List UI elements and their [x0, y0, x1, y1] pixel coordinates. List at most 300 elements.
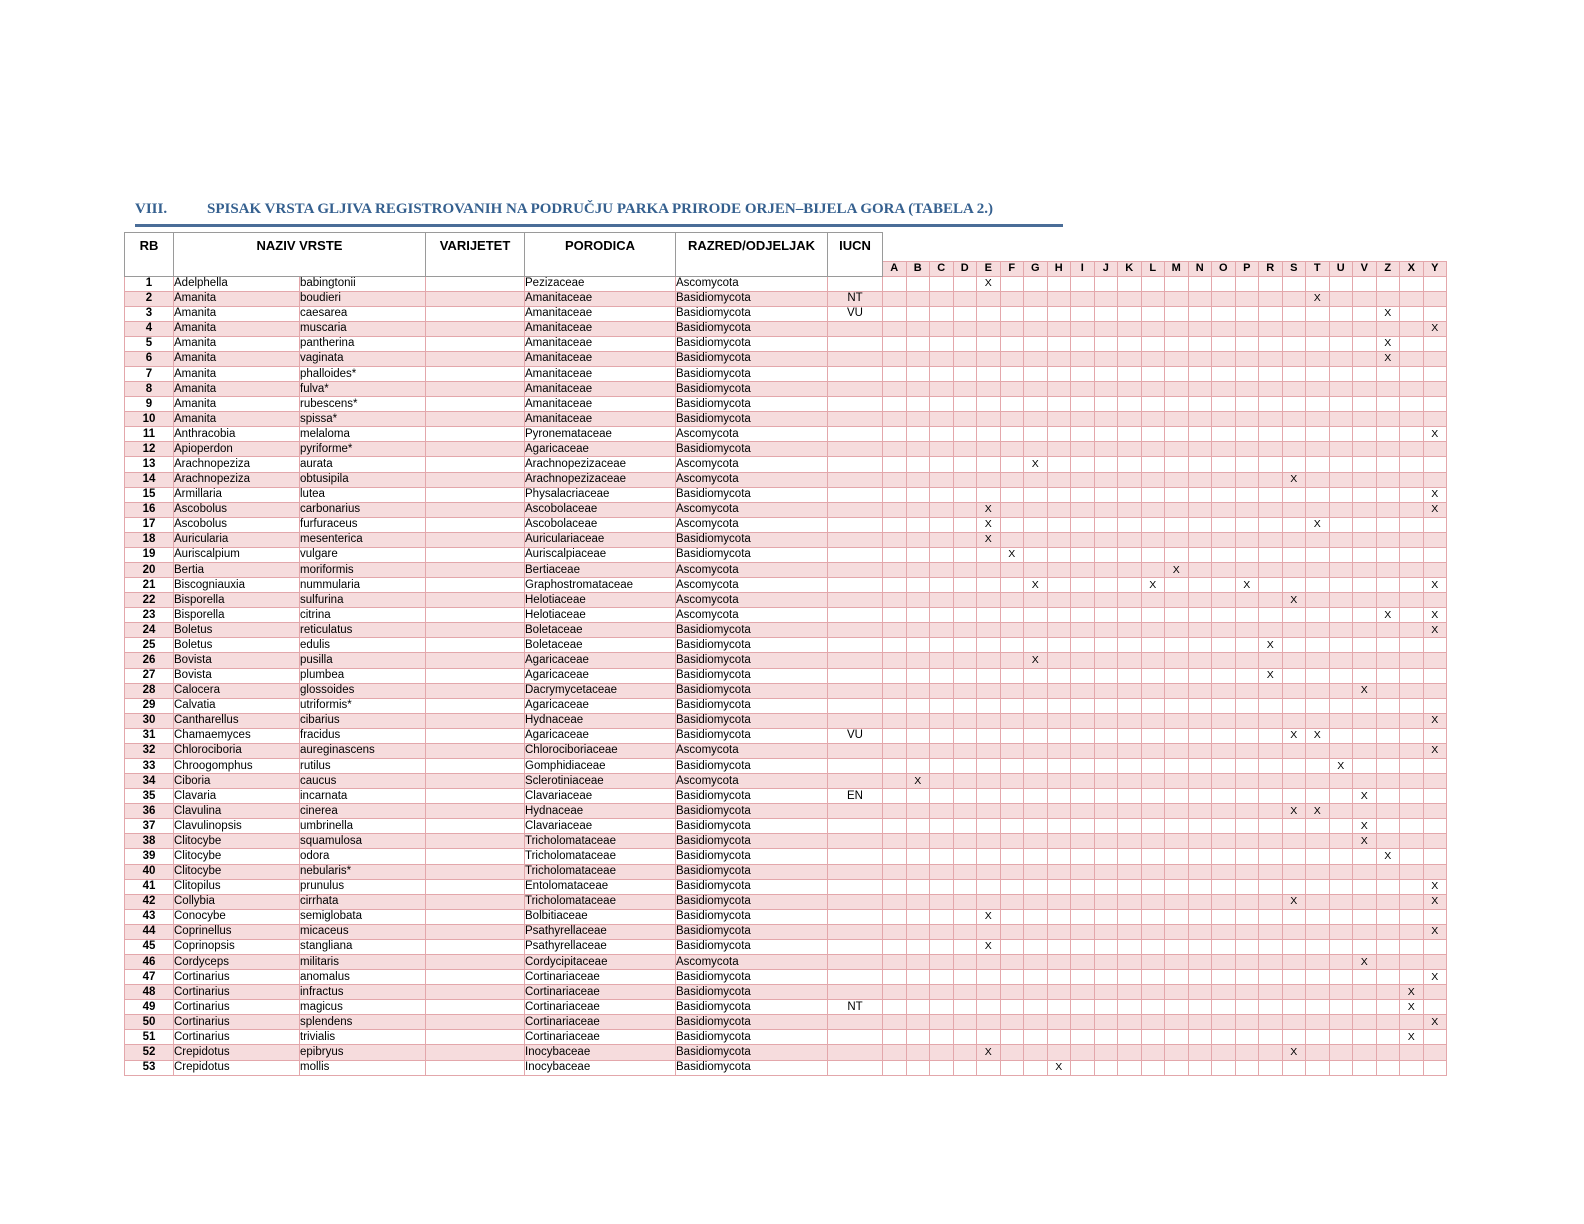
cell-location-p: [1235, 366, 1259, 381]
cell-location-r: [1259, 819, 1283, 834]
cell-location-m: [1165, 623, 1189, 638]
cell-location-l: [1141, 849, 1165, 864]
cell-location-a: [883, 457, 907, 472]
cell-location-l: [1141, 336, 1165, 351]
cell-location-b: [906, 668, 930, 683]
table-row: [125, 1030, 1447, 1045]
cell-location-g: [1024, 789, 1048, 804]
cell-location-h: [1047, 562, 1071, 577]
header-location-e: E: [977, 261, 1001, 276]
table-row: [125, 472, 1447, 487]
cell-location-l: [1141, 276, 1165, 291]
cell-division: Basidiomycota: [676, 1060, 828, 1075]
cell-location-b: [906, 457, 930, 472]
cell-location-v: [1353, 1015, 1377, 1030]
cell-location-g: [1024, 970, 1048, 985]
cell-location-c: [930, 306, 954, 321]
cell-location-p: [1235, 1060, 1259, 1075]
cell-location-s: [1282, 970, 1306, 985]
cell-location-l: [1141, 894, 1165, 909]
cell-variety: [426, 562, 525, 577]
cell-location-p: [1235, 653, 1259, 668]
cell-rb: 47: [125, 970, 174, 985]
cell-family: Amanitaceae: [525, 366, 676, 381]
cell-location-l: [1141, 909, 1165, 924]
cell-location-g: [1024, 593, 1048, 608]
table-row: [125, 939, 1447, 954]
cell-location-z: [1376, 743, 1400, 758]
cell-location-d: [953, 985, 977, 1000]
cell-location-n: [1188, 759, 1212, 774]
cell-location-g: [1024, 638, 1048, 653]
cell-location-a: [883, 834, 907, 849]
cell-location-e: [977, 1030, 1001, 1045]
header-naziv-vrste: NAZIV VRSTE: [174, 233, 426, 277]
cell-location-d: [953, 713, 977, 728]
cell-location-o: [1212, 743, 1236, 758]
cell-division: Ascomycota: [676, 774, 828, 789]
cell-location-s: [1282, 487, 1306, 502]
cell-location-n: [1188, 985, 1212, 1000]
cell-location-k: [1118, 819, 1142, 834]
cell-variety: [426, 789, 525, 804]
cell-genus: Amanita: [174, 382, 300, 397]
cell-location-r: [1259, 276, 1283, 291]
cell-location-i: [1071, 638, 1095, 653]
cell-location-y: [1423, 939, 1447, 954]
cell-location-s: [1282, 502, 1306, 517]
cell-location-l: [1141, 834, 1165, 849]
cell-genus: Anthracobia: [174, 427, 300, 442]
table-header: [125, 233, 1447, 277]
cell-location-o: [1212, 774, 1236, 789]
cell-location-h: [1047, 412, 1071, 427]
cell-location-v: [1353, 698, 1377, 713]
cell-location-r: [1259, 427, 1283, 442]
cell-location-s: [1282, 336, 1306, 351]
cell-location-t: [1306, 924, 1330, 939]
cell-location-c: [930, 276, 954, 291]
cell-location-t: [1306, 397, 1330, 412]
cell-location-z: [1376, 1060, 1400, 1075]
cell-iucn: [828, 668, 883, 683]
cell-location-e: [977, 1060, 1001, 1075]
cell-location-d: [953, 743, 977, 758]
cell-iucn: [828, 653, 883, 668]
cell-location-z: [1376, 819, 1400, 834]
cell-location-k: [1118, 412, 1142, 427]
header-location-r: R: [1259, 261, 1283, 276]
cell-location-o: [1212, 955, 1236, 970]
cell-species: citrina: [300, 608, 426, 623]
cell-location-d: [953, 502, 977, 517]
table-row: [125, 336, 1447, 351]
cell-location-v: [1353, 427, 1377, 442]
cell-location-o: [1212, 849, 1236, 864]
cell-location-v: [1353, 487, 1377, 502]
cell-location-a: [883, 713, 907, 728]
cell-location-g: [1024, 1015, 1048, 1030]
cell-location-c: [930, 713, 954, 728]
cell-location-a: [883, 864, 907, 879]
cell-species: muscaria: [300, 321, 426, 336]
cell-location-k: [1118, 291, 1142, 306]
cell-location-a: [883, 532, 907, 547]
cell-location-r: [1259, 306, 1283, 321]
cell-location-d: [953, 1060, 977, 1075]
cell-family: Clavariaceae: [525, 789, 676, 804]
cell-location-m: [1165, 291, 1189, 306]
cell-variety: [426, 351, 525, 366]
cell-location-l: [1141, 382, 1165, 397]
cell-location-v: [1353, 608, 1377, 623]
cell-genus: Bertia: [174, 562, 300, 577]
cell-rb: 53: [125, 1060, 174, 1075]
cell-location-k: [1118, 382, 1142, 397]
cell-iucn: [828, 321, 883, 336]
cell-location-n: [1188, 909, 1212, 924]
cell-location-n: [1188, 1000, 1212, 1015]
cell-location-d: [953, 879, 977, 894]
cell-location-j: [1094, 804, 1118, 819]
cell-location-g: [1024, 909, 1048, 924]
cell-iucn: [828, 457, 883, 472]
cell-location-k: [1118, 894, 1142, 909]
cell-location-p: [1235, 547, 1259, 562]
cell-location-j: [1094, 351, 1118, 366]
cell-location-l: [1141, 713, 1165, 728]
table-row: [125, 819, 1447, 834]
cell-location-l: [1141, 819, 1165, 834]
cell-location-h: [1047, 804, 1071, 819]
cell-iucn: VU: [828, 728, 883, 743]
cell-location-r: [1259, 698, 1283, 713]
cell-location-j: [1094, 532, 1118, 547]
cell-location-i: [1071, 1015, 1095, 1030]
cell-location-m: [1165, 487, 1189, 502]
cell-location-g: [1024, 668, 1048, 683]
cell-location-g: [1024, 472, 1048, 487]
cell-location-u: [1329, 819, 1353, 834]
cell-location-p: [1235, 608, 1259, 623]
cell-species: fracidus: [300, 728, 426, 743]
cell-division: Basidiomycota: [676, 864, 828, 879]
cell-location-b: [906, 834, 930, 849]
cell-family: Graphostromataceae: [525, 578, 676, 593]
cell-location-z: X: [1376, 336, 1400, 351]
cell-location-e: [977, 743, 1001, 758]
cell-location-y: [1423, 849, 1447, 864]
cell-location-g: [1024, 728, 1048, 743]
cell-location-s: [1282, 985, 1306, 1000]
cell-location-z: [1376, 955, 1400, 970]
cell-location-p: [1235, 743, 1259, 758]
cell-location-d: [953, 517, 977, 532]
cell-genus: Amanita: [174, 306, 300, 321]
cell-location-s: X: [1282, 728, 1306, 743]
cell-location-b: [906, 351, 930, 366]
cell-location-o: [1212, 909, 1236, 924]
cell-species: nebularis*: [300, 864, 426, 879]
cell-location-m: [1165, 894, 1189, 909]
cell-location-t: [1306, 864, 1330, 879]
cell-location-g: [1024, 442, 1048, 457]
cell-location-z: [1376, 623, 1400, 638]
cell-location-z: X: [1376, 351, 1400, 366]
cell-location-d: [953, 427, 977, 442]
cell-iucn: [828, 1060, 883, 1075]
cell-location-b: [906, 608, 930, 623]
cell-division: Basidiomycota: [676, 1030, 828, 1045]
table-row: [125, 879, 1447, 894]
cell-species: incarnata: [300, 789, 426, 804]
cell-location-k: [1118, 578, 1142, 593]
cell-location-x: [1400, 502, 1424, 517]
cell-location-t: [1306, 638, 1330, 653]
cell-location-e: [977, 487, 1001, 502]
cell-iucn: [828, 894, 883, 909]
cell-location-z: [1376, 1030, 1400, 1045]
cell-location-b: [906, 1060, 930, 1075]
cell-family: Arachnopezizaceae: [525, 472, 676, 487]
cell-location-m: [1165, 683, 1189, 698]
table-row: [125, 608, 1447, 623]
cell-location-s: [1282, 306, 1306, 321]
table-row: [125, 668, 1447, 683]
cell-location-m: [1165, 517, 1189, 532]
cell-location-m: [1165, 276, 1189, 291]
cell-location-y: [1423, 638, 1447, 653]
cell-iucn: [828, 985, 883, 1000]
cell-location-j: [1094, 276, 1118, 291]
cell-location-m: [1165, 547, 1189, 562]
cell-location-u: [1329, 517, 1353, 532]
cell-location-f: [1000, 653, 1024, 668]
cell-location-a: [883, 578, 907, 593]
cell-location-d: [953, 442, 977, 457]
cell-iucn: [828, 864, 883, 879]
cell-iucn: [828, 276, 883, 291]
header-razred: RAZRED/ODJELJAK: [676, 233, 828, 277]
cell-location-v: [1353, 502, 1377, 517]
cell-rb: 35: [125, 789, 174, 804]
cell-location-z: [1376, 1045, 1400, 1060]
cell-location-v: X: [1353, 955, 1377, 970]
cell-location-u: [1329, 427, 1353, 442]
cell-location-v: X: [1353, 834, 1377, 849]
cell-location-v: [1353, 743, 1377, 758]
cell-location-d: [953, 397, 977, 412]
cell-location-i: [1071, 517, 1095, 532]
cell-location-b: [906, 849, 930, 864]
cell-location-f: [1000, 487, 1024, 502]
cell-family: Amanitaceae: [525, 397, 676, 412]
cell-location-x: [1400, 321, 1424, 336]
cell-location-h: [1047, 1030, 1071, 1045]
cell-location-o: [1212, 894, 1236, 909]
cell-location-v: [1353, 939, 1377, 954]
cell-location-k: [1118, 1060, 1142, 1075]
cell-location-i: [1071, 864, 1095, 879]
cell-location-h: [1047, 909, 1071, 924]
cell-location-e: [977, 472, 1001, 487]
cell-location-b: [906, 623, 930, 638]
cell-location-o: [1212, 683, 1236, 698]
cell-location-g: [1024, 276, 1048, 291]
cell-division: Basidiomycota: [676, 442, 828, 457]
cell-location-f: [1000, 472, 1024, 487]
cell-location-s: [1282, 351, 1306, 366]
header-location-d: D: [953, 261, 977, 276]
cell-rb: 22: [125, 593, 174, 608]
cell-location-z: X: [1376, 608, 1400, 623]
cell-location-r: [1259, 879, 1283, 894]
cell-location-z: [1376, 653, 1400, 668]
cell-location-h: [1047, 638, 1071, 653]
cell-location-x: [1400, 939, 1424, 954]
cell-genus: Coprinellus: [174, 924, 300, 939]
cell-location-y: [1423, 276, 1447, 291]
table-row: [125, 638, 1447, 653]
cell-location-r: [1259, 939, 1283, 954]
cell-location-a: [883, 547, 907, 562]
cell-location-l: [1141, 774, 1165, 789]
cell-location-j: [1094, 1060, 1118, 1075]
cell-location-m: [1165, 1060, 1189, 1075]
cell-variety: [426, 487, 525, 502]
cell-location-c: [930, 653, 954, 668]
cell-location-x: [1400, 819, 1424, 834]
cell-location-k: [1118, 653, 1142, 668]
cell-location-x: [1400, 427, 1424, 442]
cell-location-a: [883, 909, 907, 924]
cell-location-s: [1282, 547, 1306, 562]
cell-location-z: [1376, 562, 1400, 577]
cell-family: Physalacriaceae: [525, 487, 676, 502]
cell-location-o: [1212, 759, 1236, 774]
cell-location-a: [883, 1045, 907, 1060]
cell-location-v: [1353, 759, 1377, 774]
cell-location-t: [1306, 351, 1330, 366]
cell-location-p: [1235, 1000, 1259, 1015]
cell-location-i: [1071, 608, 1095, 623]
table-row: [125, 517, 1447, 532]
cell-location-s: [1282, 276, 1306, 291]
cell-iucn: [828, 638, 883, 653]
cell-location-h: [1047, 985, 1071, 1000]
cell-rb: 49: [125, 1000, 174, 1015]
cell-location-f: [1000, 623, 1024, 638]
cell-species: carbonarius: [300, 502, 426, 517]
cell-species: odora: [300, 849, 426, 864]
cell-location-a: [883, 382, 907, 397]
cell-location-p: [1235, 306, 1259, 321]
cell-location-v: [1353, 638, 1377, 653]
cell-location-e: [977, 864, 1001, 879]
cell-location-s: [1282, 412, 1306, 427]
table-row: [125, 1015, 1447, 1030]
cell-location-x: [1400, 728, 1424, 743]
cell-family: Agaricaceae: [525, 653, 676, 668]
cell-location-o: [1212, 472, 1236, 487]
cell-location-h: [1047, 487, 1071, 502]
cell-location-b: [906, 276, 930, 291]
cell-location-v: [1353, 382, 1377, 397]
cell-location-v: [1353, 879, 1377, 894]
cell-species: vulgare: [300, 547, 426, 562]
cell-location-t: [1306, 276, 1330, 291]
cell-location-c: [930, 336, 954, 351]
header-location-j: J: [1094, 261, 1118, 276]
cell-location-r: [1259, 985, 1283, 1000]
cell-location-o: [1212, 698, 1236, 713]
cell-location-v: [1353, 668, 1377, 683]
cell-iucn: [828, 442, 883, 457]
cell-location-i: [1071, 713, 1095, 728]
cell-location-y: [1423, 593, 1447, 608]
cell-location-e: [977, 306, 1001, 321]
cell-location-f: [1000, 412, 1024, 427]
header-location-h: H: [1047, 261, 1071, 276]
cell-location-u: [1329, 955, 1353, 970]
cell-location-j: [1094, 668, 1118, 683]
cell-location-k: [1118, 593, 1142, 608]
table-row: [125, 427, 1447, 442]
cell-rb: 25: [125, 638, 174, 653]
cell-location-y: [1423, 774, 1447, 789]
cell-location-o: [1212, 502, 1236, 517]
cell-location-i: [1071, 834, 1095, 849]
cell-location-j: [1094, 683, 1118, 698]
cell-location-h: [1047, 366, 1071, 381]
cell-division: Basidiomycota: [676, 804, 828, 819]
cell-iucn: [828, 849, 883, 864]
cell-location-d: [953, 457, 977, 472]
cell-species: micaceus: [300, 924, 426, 939]
cell-location-v: [1353, 1000, 1377, 1015]
cell-location-h: [1047, 864, 1071, 879]
cell-location-e: [977, 985, 1001, 1000]
cell-location-n: [1188, 427, 1212, 442]
cell-location-d: [953, 774, 977, 789]
cell-location-e: [977, 1015, 1001, 1030]
cell-location-o: [1212, 608, 1236, 623]
cell-location-l: [1141, 1060, 1165, 1075]
cell-location-i: [1071, 743, 1095, 758]
cell-location-t: [1306, 1045, 1330, 1060]
cell-location-a: [883, 502, 907, 517]
cell-location-o: [1212, 1045, 1236, 1060]
cell-location-g: [1024, 1045, 1048, 1060]
cell-location-y: [1423, 1000, 1447, 1015]
cell-location-a: [883, 336, 907, 351]
cell-location-t: [1306, 623, 1330, 638]
cell-location-r: [1259, 593, 1283, 608]
cell-location-d: [953, 578, 977, 593]
cell-location-i: [1071, 366, 1095, 381]
cell-location-j: [1094, 864, 1118, 879]
cell-location-o: [1212, 397, 1236, 412]
cell-location-t: [1306, 382, 1330, 397]
cell-location-c: [930, 502, 954, 517]
cell-location-c: [930, 864, 954, 879]
cell-location-l: [1141, 517, 1165, 532]
table-row: [125, 623, 1447, 638]
cell-location-t: [1306, 668, 1330, 683]
cell-location-n: [1188, 593, 1212, 608]
cell-location-l: [1141, 864, 1165, 879]
cell-location-k: [1118, 351, 1142, 366]
